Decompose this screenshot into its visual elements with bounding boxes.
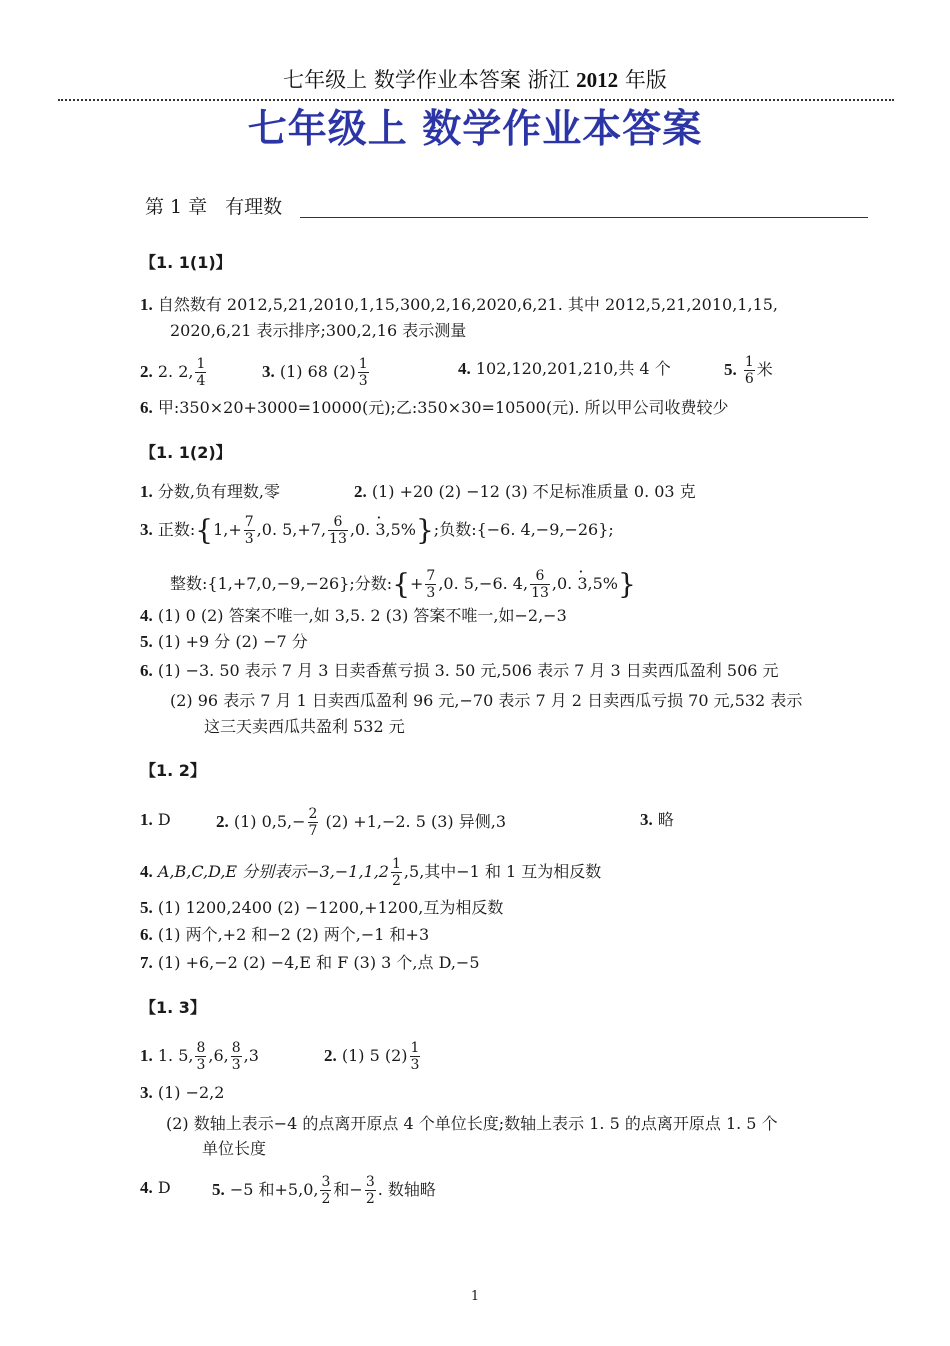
fraction xyxy=(244,514,255,547)
answer-line xyxy=(140,295,778,315)
answer-text: D xyxy=(157,1178,171,1197)
denominator: 3 xyxy=(426,585,436,601)
question-number: 7. xyxy=(140,953,153,972)
section-heading-1-2: 【1. 2】 xyxy=(140,761,206,780)
answer-line xyxy=(170,321,466,341)
answer-line xyxy=(324,1040,422,1073)
fraction xyxy=(195,1040,206,1073)
answer-text: ;负数:{−6. 4,−9,−26}; xyxy=(433,520,614,539)
answer-text: + xyxy=(410,574,424,593)
answer-text: (1) +9 分 (2) −7 分 xyxy=(157,632,308,651)
question-number: 2. xyxy=(354,482,367,501)
answer-text: (1) +6,−2 (2) −4,E 和 F (3) 3 个,点 D,−5 xyxy=(157,953,480,972)
answer-text: (1) 0,5,− xyxy=(233,812,306,831)
question-number: 4. xyxy=(458,359,471,378)
answer-text: 自然数有 2012,5,21,2010,1,15,300,2,16,2020,6,21. 其中 2012,5,21,2010,1,15, xyxy=(157,295,779,314)
answer-text: A,B,C,D,E 分别表示−3,−1,1,2 xyxy=(157,862,389,881)
numerator: 8 xyxy=(196,1040,206,1056)
question-number: 3. xyxy=(140,520,153,539)
question-number: 1. xyxy=(140,810,153,829)
answer-line xyxy=(216,806,506,839)
answer-text: (1) 68 (2) xyxy=(279,362,356,381)
answer-text: 单位长度 xyxy=(202,1139,267,1158)
fraction xyxy=(391,856,402,889)
answer-line xyxy=(166,1114,778,1134)
answer-text: ,3 xyxy=(243,1046,259,1065)
answer-text: (2) +1,−2. 5 (3) 异侧,3 xyxy=(325,812,507,831)
chapter-name: 有理数 xyxy=(225,196,283,218)
question-number: 5. xyxy=(212,1180,225,1199)
answer-text: 这三天卖西瓜共盈利 532 元 xyxy=(204,717,405,736)
answer-text: (1) 1200,2400 (2) −1200,+1200,互为相反数 xyxy=(157,898,504,917)
question-number: 6. xyxy=(140,661,153,680)
page-number: 1 xyxy=(470,1289,480,1304)
answer-line xyxy=(140,925,429,945)
answer-text: (2) 96 表示 7 月 1 日卖西瓜盈利 96 元,−70 表示 7 月 2 日卖西瓜亏损 70 元,532 表示 xyxy=(170,691,803,710)
fraction xyxy=(308,806,319,839)
answer-text: (1) −2,2 xyxy=(157,1083,225,1102)
denominator: 3 xyxy=(196,1057,206,1073)
fraction xyxy=(328,514,348,547)
answer-text: 甲:350×20+3000=10000(元);乙:350×30=10500(元). 所以甲公司收费较少 xyxy=(157,398,729,417)
question-number: 5. xyxy=(140,898,153,917)
fraction xyxy=(231,1040,242,1073)
question-number: 4. xyxy=(140,1178,153,1197)
answer-line xyxy=(140,398,729,418)
numerator: 7 xyxy=(426,568,436,584)
denominator: 3 xyxy=(231,1057,241,1073)
answer-line xyxy=(458,359,671,379)
answer-text: 2. 2, xyxy=(157,362,194,381)
answer-text: 和− xyxy=(333,1180,363,1199)
fraction xyxy=(195,356,206,389)
answer-line xyxy=(202,1139,266,1159)
answer-line xyxy=(140,606,567,626)
question-number: 5. xyxy=(140,632,153,651)
answer-unit: 米 xyxy=(756,360,773,379)
chapter-heading xyxy=(145,192,300,219)
answer-line xyxy=(140,856,601,889)
answer-line xyxy=(262,356,371,389)
question-number: 4. xyxy=(140,862,153,881)
answer-text: ,0. 5,+7, xyxy=(256,520,327,539)
answer-line xyxy=(140,1040,259,1073)
fraction xyxy=(425,568,436,601)
answer-line xyxy=(170,568,636,601)
numerator: 1 xyxy=(410,1040,420,1056)
answer-line xyxy=(140,356,208,389)
question-number: 2. xyxy=(216,812,229,831)
numerator: 8 xyxy=(231,1040,241,1056)
answer-line xyxy=(204,717,405,737)
fraction xyxy=(530,568,550,601)
numerator: 1 xyxy=(744,354,754,370)
answer-text: 1. 5, xyxy=(157,1046,194,1065)
numerator: 7 xyxy=(244,514,254,530)
question-number: 3. xyxy=(262,362,275,381)
fraction xyxy=(320,1174,331,1207)
brace-open: { xyxy=(392,567,411,601)
answer-text: ,5% xyxy=(385,520,416,539)
answer-text: (1) 5 (2) xyxy=(341,1046,408,1065)
answer-text: 1,+ xyxy=(213,520,242,539)
answer-text: (1) −3. 50 表示 7 月 3 日卖香蕉亏损 3. 50 元,506 表示 7 月 3 日卖西瓜盈利 506 元 xyxy=(157,661,779,680)
question-number: 1. xyxy=(140,1046,153,1065)
answer-text: 分数,负有理数,零 xyxy=(157,482,281,501)
answer-text: (1) 0 (2) 答案不唯一,如 3,5. 2 (3) 答案不唯一,如−2,−3 xyxy=(157,606,567,625)
section-heading-1-1-1: 【1. 1(1)】 xyxy=(140,253,232,272)
answer-text: 102,120,201,210,共 4 个 xyxy=(475,359,671,378)
fraction xyxy=(744,354,755,387)
section-heading-1-3: 【1. 3】 xyxy=(140,998,206,1017)
answer-text: ,6, xyxy=(208,1046,229,1065)
answer-line xyxy=(354,482,696,502)
header-prefix: 七年级上 数学作业本答案 浙江 xyxy=(283,68,577,92)
answer-text: −5 和+5,0, xyxy=(229,1180,319,1199)
answer-line xyxy=(140,953,480,973)
question-number: 4. xyxy=(140,606,153,625)
answer-text: 正数: xyxy=(157,520,196,539)
chapter-underline xyxy=(300,217,868,218)
answer-text: (2) 数轴上表示−4 的点离开原点 4 个单位长度;数轴上表示 1. 5 的点离开原点 1. 5 个 xyxy=(166,1114,778,1133)
answer-text: ,5,其中−1 和 1 互为相反数 xyxy=(403,862,602,881)
page-header xyxy=(0,64,950,94)
section-heading-1-1-2: 【1. 1(2)】 xyxy=(140,443,232,462)
answer-line xyxy=(170,691,802,711)
numerator: 1 xyxy=(196,356,206,372)
answer-line xyxy=(140,632,308,652)
answer-text: (1) 两个,+2 和−2 (2) 两个,−1 和+3 xyxy=(157,925,430,944)
answer-line xyxy=(140,898,503,918)
brace-close: } xyxy=(415,513,434,547)
answer-line xyxy=(640,810,674,830)
answer-line xyxy=(140,1083,224,1103)
denominator: 2 xyxy=(365,1191,375,1207)
answer-text: ,0. 5,−6. 4, xyxy=(438,574,529,593)
answer-line xyxy=(140,482,280,502)
answer-line xyxy=(140,810,171,830)
numerator: 6 xyxy=(530,568,550,585)
denominator: 13 xyxy=(531,585,549,601)
question-number: 2. xyxy=(324,1046,337,1065)
header-suffix: 年版 xyxy=(618,68,667,92)
denominator: 13 xyxy=(329,531,347,547)
fraction xyxy=(410,1040,421,1073)
numerator: 3 xyxy=(321,1174,331,1190)
fraction xyxy=(358,356,369,389)
denominator: 2 xyxy=(321,1191,331,1207)
answer-text: (1) +20 (2) −12 (3) 不足标准质量 0. 03 克 xyxy=(371,482,696,501)
repeating-digit: · 3 xyxy=(577,574,587,593)
fraction xyxy=(365,1174,376,1207)
denominator: 2 xyxy=(392,873,401,889)
numerator: 1 xyxy=(392,856,401,872)
answer-text: ,0. xyxy=(551,574,578,593)
answer-text: 2020,6,21 表示排序;300,2,16 表示测量 xyxy=(170,321,467,340)
question-number: 6. xyxy=(140,398,153,417)
numerator: 2 xyxy=(308,806,318,822)
brace-open: { xyxy=(195,513,214,547)
denominator: 3 xyxy=(358,373,368,389)
numerator: 1 xyxy=(358,356,368,372)
brace-close: } xyxy=(618,567,636,601)
denominator: 3 xyxy=(244,531,254,547)
answer-text: 略 xyxy=(657,810,674,829)
question-number: 1. xyxy=(140,482,153,501)
denominator: 3 xyxy=(410,1057,420,1073)
question-number: 3. xyxy=(640,810,653,829)
question-number: 3. xyxy=(140,1083,153,1102)
answer-text: 整数:{1,+7,0,−9,−26};分数: xyxy=(170,574,393,593)
numerator: 3 xyxy=(365,1174,375,1190)
repeating-digit: · 3 xyxy=(375,520,385,539)
question-number: 1. xyxy=(140,295,153,314)
question-number: 5. xyxy=(724,360,737,379)
answer-text: . 数轴略 xyxy=(377,1180,436,1199)
document-title: 七年级上 数学作业本答案 xyxy=(247,107,703,152)
answer-line xyxy=(140,514,614,547)
numerator: 6 xyxy=(328,514,348,531)
denominator: 4 xyxy=(196,373,206,389)
answer-line xyxy=(212,1174,436,1207)
denominator: 6 xyxy=(744,371,754,387)
denominator: 7 xyxy=(308,823,318,839)
answer-text: ,5% xyxy=(587,574,618,593)
answer-text: ,0. xyxy=(349,520,376,539)
answer-line xyxy=(140,1178,171,1198)
answer-text: D xyxy=(157,810,171,829)
header-year: 2012 xyxy=(576,68,619,92)
question-number: 6. xyxy=(140,925,153,944)
chapter-label: 第 1 章 xyxy=(145,196,208,218)
answer-line xyxy=(724,354,773,387)
question-number: 2. xyxy=(140,362,153,381)
answer-line xyxy=(140,661,779,681)
